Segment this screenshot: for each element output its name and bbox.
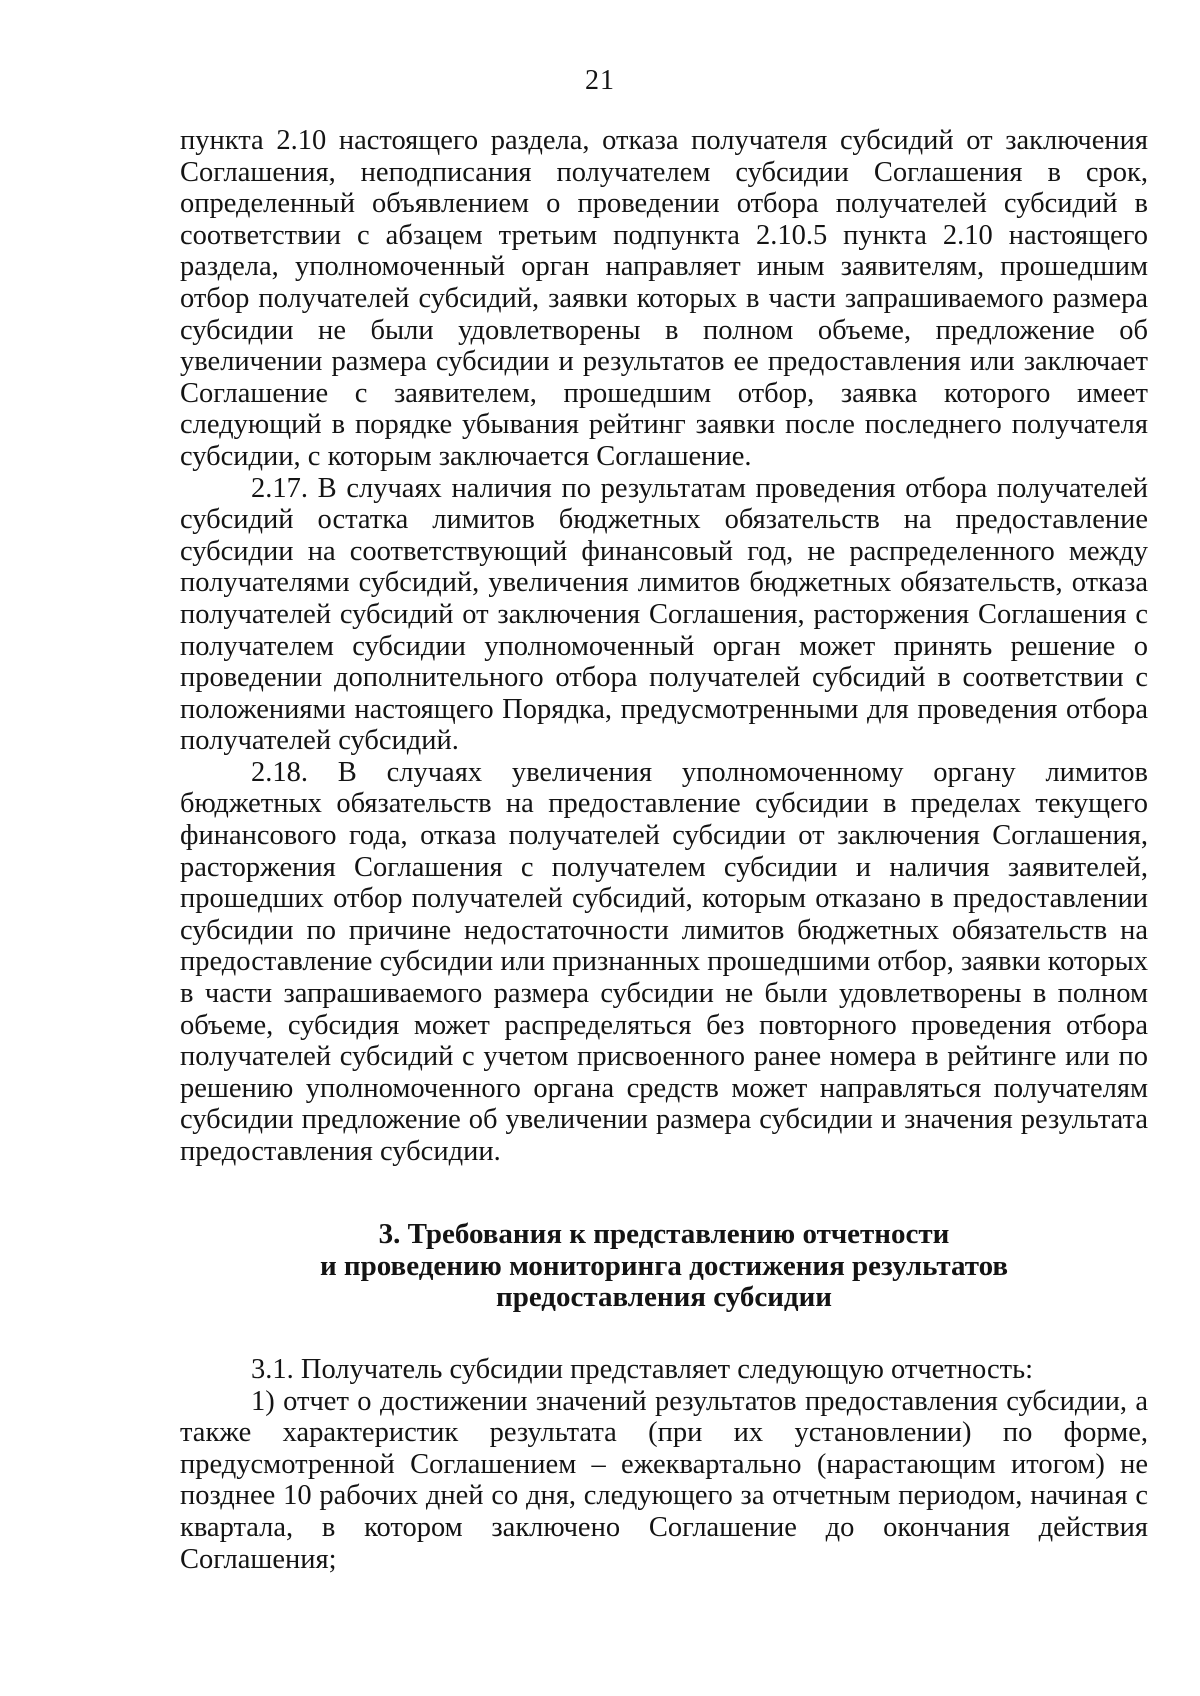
section-heading-line-3: предоставления субсидии: [495, 1281, 833, 1314]
paragraph-2-18: 2.18. В случаях увеличения уполномоченному органу лимитов бюджетных обязательств на предоставление субсидии в пределах текущего финансового года, отказа получателей субсидии от заключения Соглашения, расторжения Соглашения с получателем субсидии и наличия заявителей, прошедших отбор получателей субсидий, которым отказано в предоставлении субсидии по причине недостаточности лимитов бюджетных обязательств на предоставление субсидии или признанных прошедшими отбор, заявки которых в части запрашиваемого размера субсидии не были удовлетворены в полном объеме, субсидия может распределяться без повторного проведения отбора получателей субсидий с учетом присвоенного ранее номера в рейтинге или по решению уполномоченного органа средств может направляться получателям субсидии предложение об увеличении размера субсидии и значения результата предоставления субсидии.: [180, 756, 1148, 1167]
section-text: [180, 1354, 1148, 1575]
paragraph-3-1: 3.1. Получатель субсидии представляет следующую отчетность:: [251, 1354, 1033, 1385]
paragraph-continuation: пункта 2.10 настоящего раздела, отказа получателя субсидий от заключения Соглашения, неподписания получателем субсидии Соглашения в срок, определенный объявлением о проведении отбора получателей субсидий в соответствии с абзацем третьим подпункта 2.10.5 пункта 2.10 настоящего раздела, уполномоченный орган направляет иным заявителям, прошедшим отбор получателей субсидий, заявки которых в части запрашиваемого размера субсидии не были удовлетворены в полном объеме, предложение об увеличении размера субсидии и результатов ее предоставления или заключает Соглашение с заявителем, прошедшим отбор, заявка которого имеет следующий в порядке убывания рейтинг заявки после последнего получателя субсидии, с которым заключается Соглашение.: [180, 125, 1148, 472]
paragraph-2-17: 2.17. В случаях наличия по результатам проведения отбора получателей субсидий остатка лимитов бюджетных обязательств на предоставление субсидии на соответствующий финансовый год, не распределенного между получателями субсидий, увеличения лимитов бюджетных обязательств, отказа получателей субсидий от заключения Соглашения, расторжения Соглашения с получателем субсидии уполномоченный орган может принять решение о проведении дополнительного отбора получателей субсидий в соответствии с положениями настоящего Порядка, предусмотренными для проведения отбора получателей субсидий.: [180, 472, 1148, 757]
body-text: [180, 125, 1148, 1168]
section-heading-line-2: и проведению мониторинга достижения результатов: [319, 1249, 1009, 1282]
page-number: 21: [585, 65, 615, 96]
paragraph-3-1-item-1: 1) отчет о достижении значений результатов предоставления субсидии, а также характеристик результата (при их установлении) по форме, предусмотренной Соглашением – ежеквартально (нарастающим итогом) не позднее 10 рабочих дней со дня, следующего за отчетным периодом, начиная с квартала, в котором заключено Соглашение до окончания действия Соглашения;: [180, 1385, 1148, 1575]
section-heading: [180, 1219, 1148, 1314]
section-heading-line-1: 3. Требования к представлению отчетности: [378, 1218, 950, 1250]
